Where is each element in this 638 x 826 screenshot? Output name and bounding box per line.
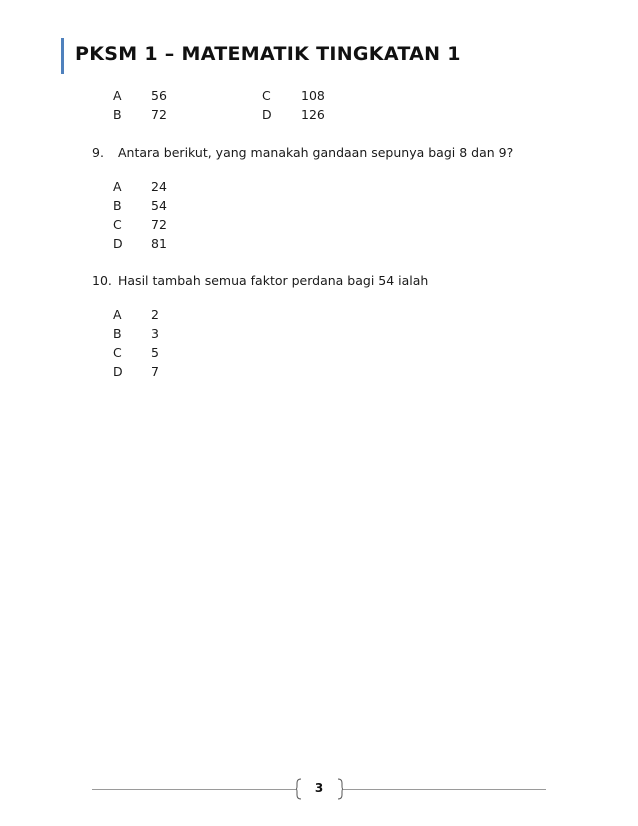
question-9	[92, 145, 513, 161]
q9-option-d-letter: D	[113, 236, 123, 251]
q9-option-a-value: 24	[151, 179, 167, 194]
q10-option-b-letter: B	[113, 326, 122, 341]
q8-option-d-value: 126	[301, 107, 325, 122]
question-10-number: 10.	[92, 273, 112, 288]
q10-option-d-letter: D	[113, 364, 123, 379]
q10-option-b-value: 3	[151, 326, 159, 341]
q9-option-c-value: 72	[151, 217, 167, 232]
header-accent-bar	[61, 38, 64, 74]
question-10	[92, 273, 428, 289]
q9-option-b-value: 54	[151, 198, 167, 213]
question-9-number: 9.	[92, 145, 104, 160]
q8-option-a-value: 56	[151, 88, 167, 103]
page-title: PKSM 1 – MATEMATIK TINGKATAN 1	[75, 43, 461, 65]
page-number: 3	[314, 781, 324, 795]
q8-option-d-letter: D	[262, 107, 272, 122]
q9-option-b-letter: B	[113, 198, 122, 213]
footer-bracket-left	[296, 778, 302, 800]
question-9-text: Antara berikut, yang manakah gandaan sepunya bagi 8 dan 9?	[118, 145, 514, 160]
footer-bracket-right	[337, 778, 343, 800]
q10-option-c-value: 5	[151, 345, 159, 360]
question-10-text: Hasil tambah semua faktor perdana bagi 54 ialah	[118, 273, 429, 288]
q10-option-a-letter: A	[113, 307, 122, 322]
q10-option-a-value: 2	[151, 307, 159, 322]
q10-option-d-value: 7	[151, 364, 159, 379]
q9-option-d-value: 81	[151, 236, 167, 251]
q8-option-c-letter: C	[262, 88, 271, 103]
footer-rule-right	[343, 789, 546, 790]
q8-option-a-letter: A	[113, 88, 122, 103]
q10-option-c-letter: C	[113, 345, 122, 360]
q8-option-b-value: 72	[151, 107, 167, 122]
footer-rule-left	[92, 789, 296, 790]
q9-option-a-letter: A	[113, 179, 122, 194]
q9-option-c-letter: C	[113, 217, 122, 232]
q8-option-c-value: 108	[301, 88, 325, 103]
q8-option-b-letter: B	[113, 107, 122, 122]
